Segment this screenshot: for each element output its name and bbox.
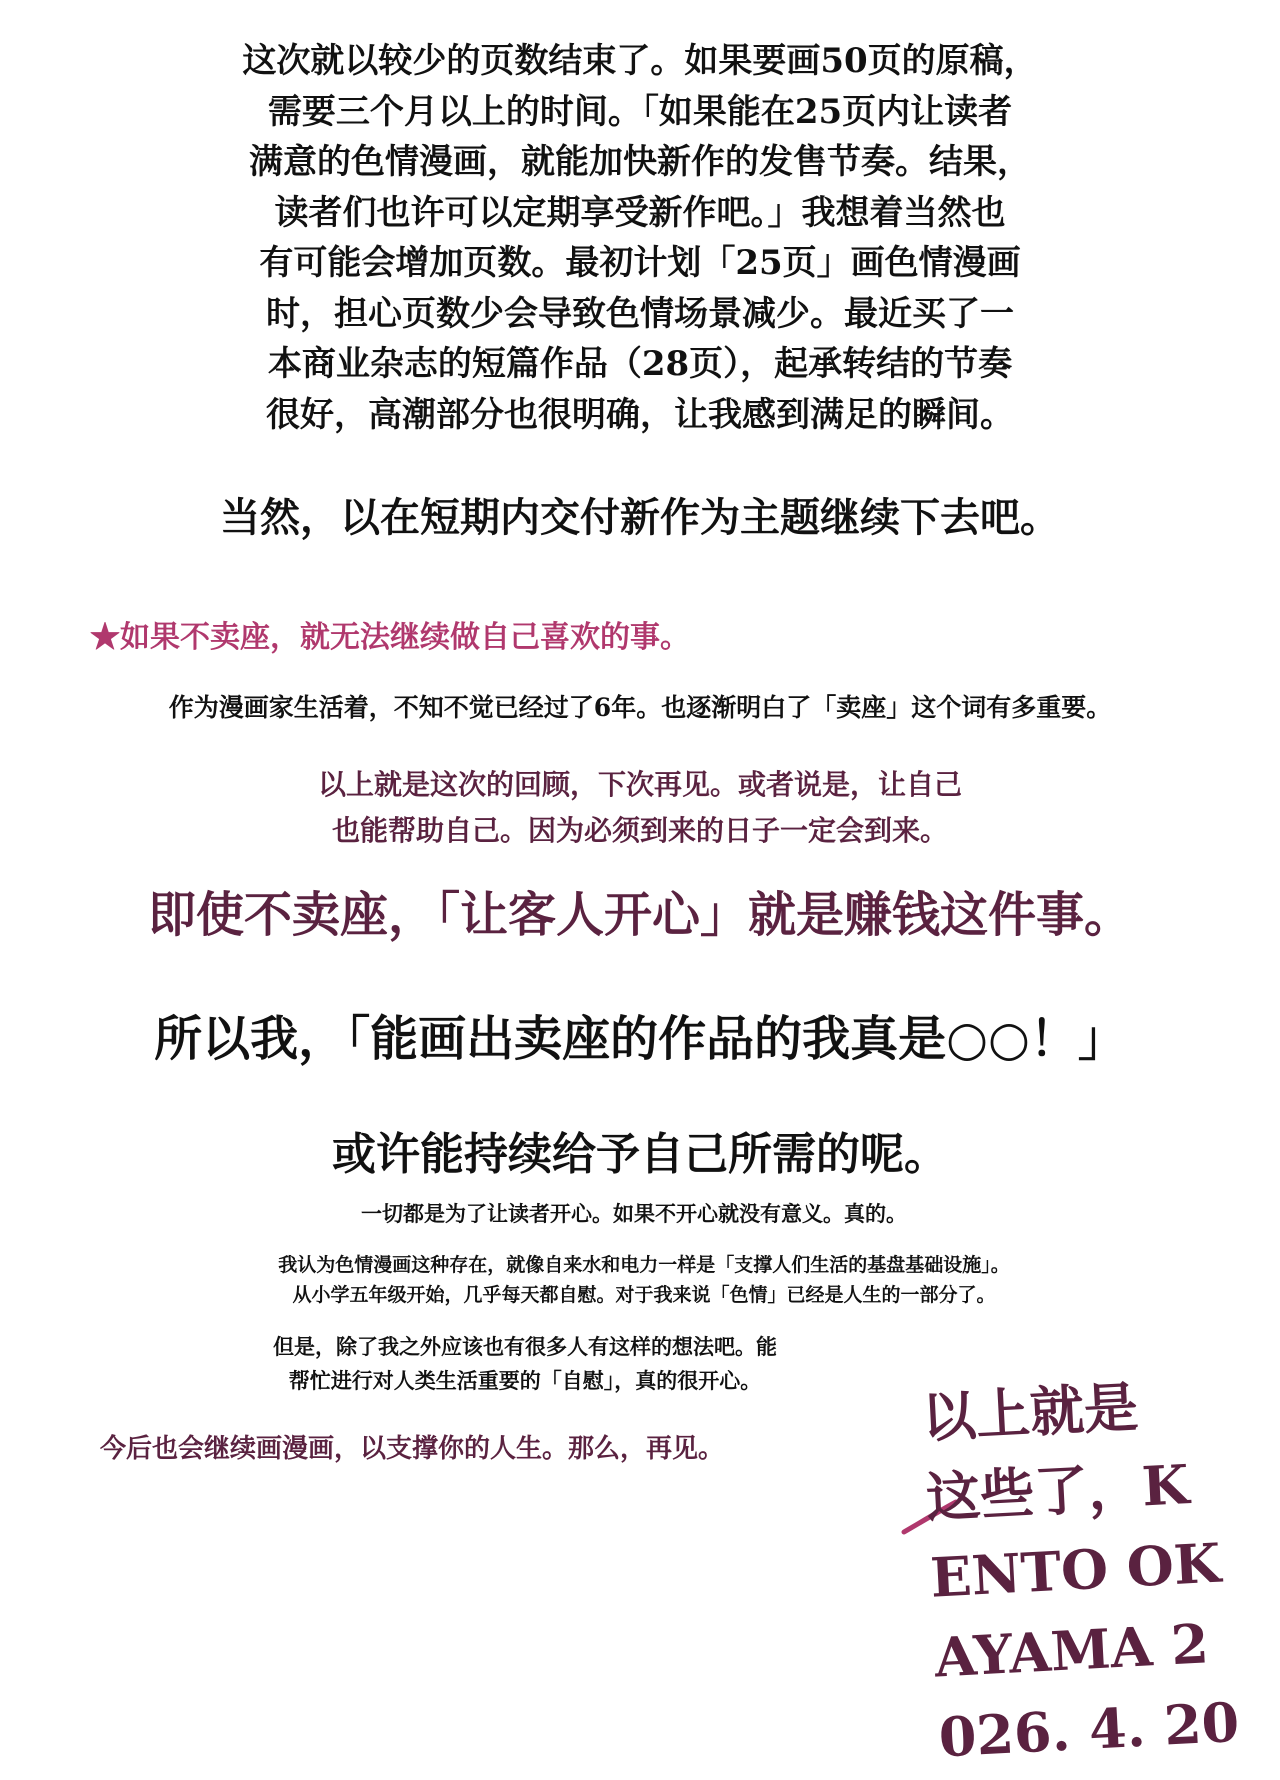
statement-continue: 或许能持续给予自己所需的呢。 [332, 1129, 948, 1180]
text-line: 有可能会增加页数。最初计划「25页」画色情漫画 [259, 243, 1021, 283]
closing-line: 今后也会继续画漫画，以支撑你的人生。那么，再见。 [100, 1434, 725, 1464]
note-years: 作为漫画家生活着，不知不觉已经过了6年。也逐渐明白了「卖座」这个词有多重要。 [168, 693, 1112, 722]
note-infrastructure [4, 1250, 1280, 1310]
note-readers: 一切都是为了让读者开心。如果不开心就没有意义。真的。 [361, 1201, 907, 1226]
text-line: 我认为色情漫画这种存在，就像自来水和电力一样是「支撑人们生活的基盘基础设施」。 [278, 1254, 1010, 1276]
signature-line: 以上就是 [920, 1374, 1140, 1450]
signature-line: 这些了，K [924, 1452, 1191, 1530]
note-review [0, 762, 1280, 854]
paragraph-intro [200, 36, 1080, 440]
text-line: 本商业杂志的短篇作品（28页），起承转结的节奏 [267, 344, 1013, 384]
text-line: 满意的色情漫画，就能加快新作的发售节奏。结果， [249, 142, 1031, 182]
section-title: ★如果不卖座，就无法继续做自己喜欢的事。 [90, 620, 690, 655]
text-line: 但是，除了我之外应该也有很多人有这样的想法吧。能 [273, 1334, 777, 1359]
text-line: 帮忙进行对人类生活重要的「自慰」，真的很开心。 [288, 1368, 762, 1393]
text-line: 从小学五年级开始，几乎每天都自慰。对于我来说「色情」已经是人生的一部分了。 [292, 1284, 996, 1306]
statement-so-i: 所以我，「能画出卖座的作品的我真是○○！」 [154, 1011, 1126, 1067]
text-line: 也能帮助自己。因为必须到来的日子一定会到来。 [331, 814, 948, 847]
signature-line: ENTO OK [928, 1530, 1223, 1610]
text-line: 以上就是这次的回顾，下次再见。或者说是，让自己 [317, 768, 962, 801]
text-line: 时，担心页数少会导致色情场景减少。最近买了一 [266, 293, 1014, 334]
text-line: 需要三个月以上的时间。「如果能在25页内让读者 [267, 91, 1013, 132]
text-line: 这次就以较少的页数结束了。如果要画50页的原稿， [242, 41, 1038, 81]
signature-line: 026. 4. 20 [937, 1689, 1241, 1770]
statement-happy-customers: 即使不卖座，「让客人开心」就是赚钱这件事。 [147, 887, 1132, 943]
text-line: 读者们也许可以定期享受新作吧。」我想着当然也 [274, 192, 1006, 233]
signature [920, 1361, 1270, 1778]
heading-main: 当然，以在短期内交付新作为主题继续下去吧。 [220, 494, 1060, 541]
signature-line: AYAMA 2 [932, 1611, 1211, 1690]
text-line: 很好，高潮部分也很明确，让我感到满足的瞬间。 [266, 394, 1014, 435]
